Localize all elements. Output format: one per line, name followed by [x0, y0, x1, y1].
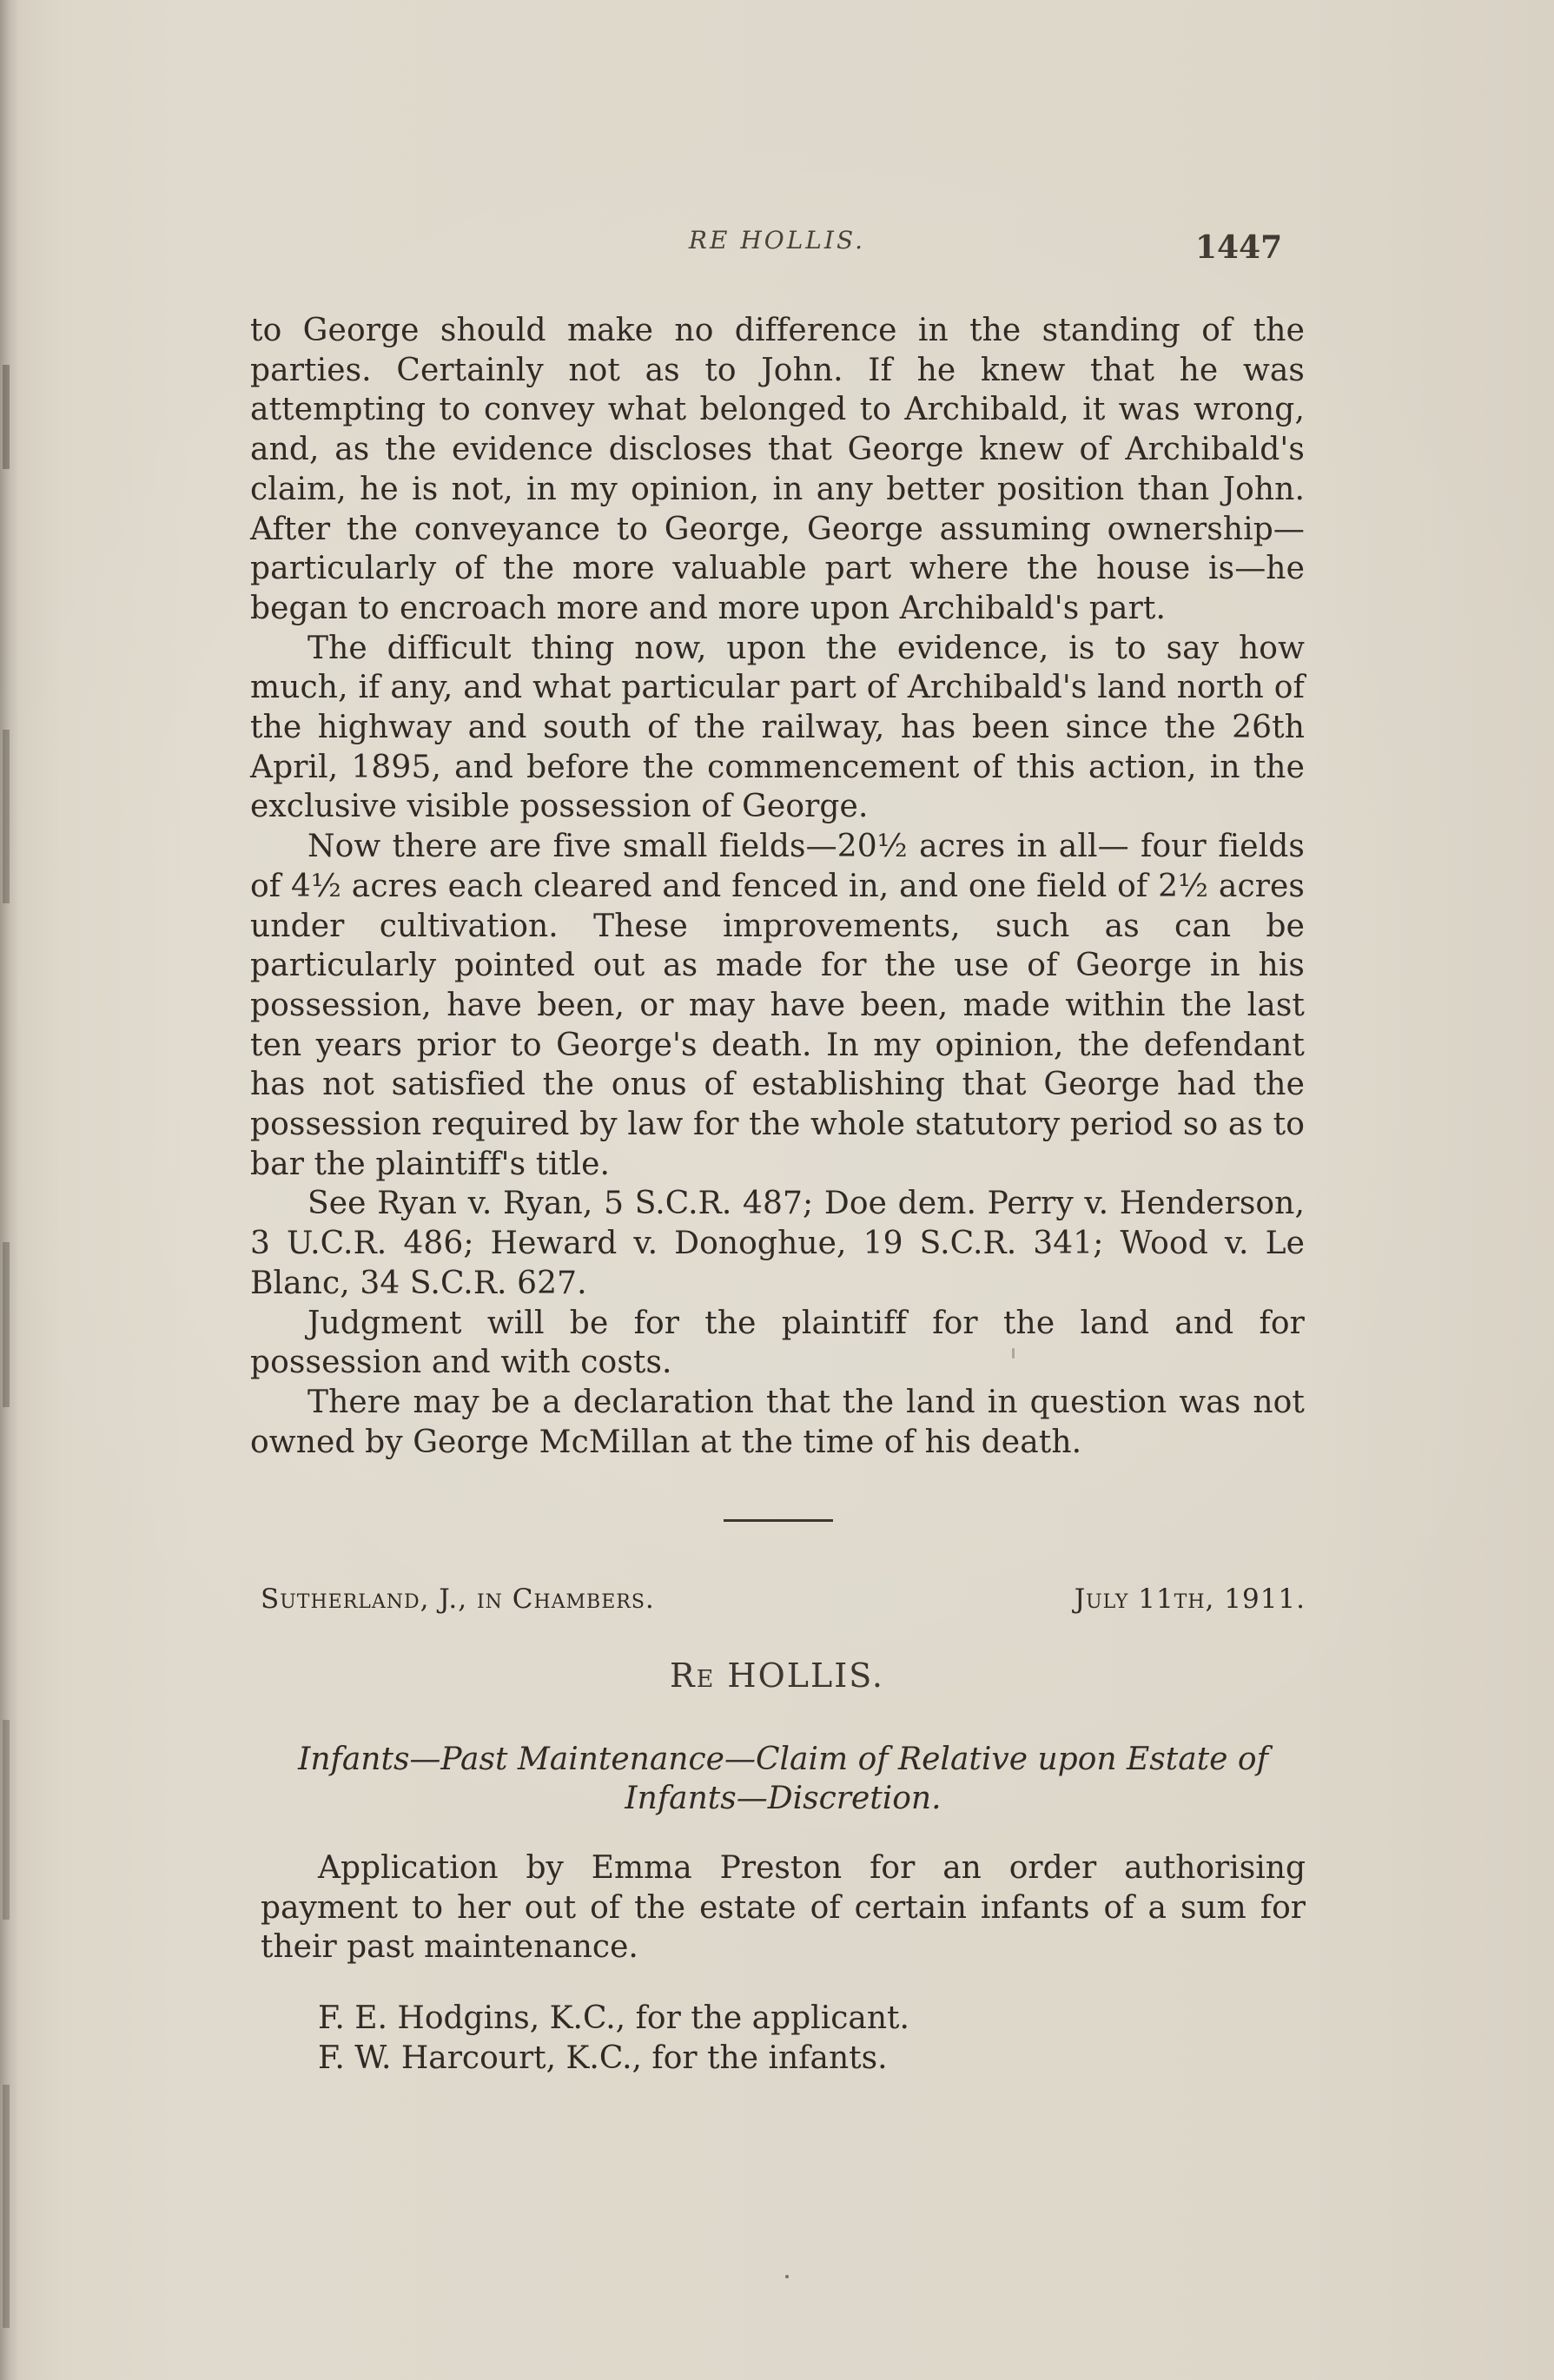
- application-paragraph: Application by Emma Preston for an order authorising payment to her out of the estate of certain infants of a sum for their past maintenance.: [261, 1850, 1306, 1965]
- headnote: Infants—Past Maintenance—Claim of Relative upon Estate of Infants—Discretion.: [298, 1742, 1268, 1816]
- body-paragraph: to George should make no difference in the standing of the parties. Certainly not as to John. If he knew that he was attempting to convey what belonged to Archibald, it was wrong, and, as the evidence discloses that George knew of Archibald's claim, he is not, in my opinion, in any better position than John. After the conveyance to George, George assuming ownership—particularly of the more valuable part where the house is—he began to encroach more and more upon Archibald's part.: [250, 313, 1305, 626]
- binding-marks: [3, 261, 10, 2328]
- running-title: RE HOLLIS.: [688, 226, 866, 255]
- declaration-paragraph: There may be a declaration that the land in question was not owned by George McMillan at the time of his death.: [250, 1384, 1305, 1460]
- judgment-paragraph: Judgment will be for the plaintiff for the land and for possession and with costs.: [250, 1305, 1305, 1381]
- case-heading-row: [261, 1583, 1306, 1615]
- case-title: Re HOLLIS.: [670, 1656, 884, 1695]
- counsel-line: F. W. Harcourt, K.C., for the infants.: [318, 2040, 888, 2076]
- section-divider: [724, 1519, 833, 1522]
- citation-paragraph: See Ryan v. Ryan, 5 S.C.R. 487; Doe dem. Perry v. Henderson, 3 U.C.R. 486; Heward v. Donoghue, 19 S.C.R. 341; Wood v. Le Blanc, 34 S.C.R. 627.: [250, 1186, 1305, 1301]
- body-paragraph: Now there are five small fields—20½ acres in all— four fields of 4½ acres each cleared and fenced in, and one field of 2½ acres under cultivation. These improvements, such as can be particularly pointed out as made for the use of George in his possession, have been, or may have been, made within the last ten years prior to George's death. In my opinion, the defendant has not satisfied the onus of establishing that George had the possession required by law for the whole statutory period so as to bar the plaintiff's title.: [250, 829, 1305, 1182]
- judgment-text: [250, 311, 1305, 1462]
- page-number: 1447: [1195, 229, 1283, 266]
- counsel-line: F. E. Hodgins, K.C., for the applicant.: [318, 2000, 909, 2036]
- judge-line: Sutherland, J., in Chambers.: [261, 1583, 655, 1615]
- body-paragraph: The difficult thing now, upon the evidence, is to say how much, if any, and what particular part of Archibald's land north of the highway and south of the railway, has been since the 26th April, 1895, and before the commencement of this action, in the exclusive visible possession of George.: [250, 630, 1305, 825]
- paper-speck: [1012, 1348, 1015, 1359]
- date-line: July 11th, 1911.: [1074, 1583, 1306, 1615]
- paper-speck: [785, 2275, 789, 2278]
- counsel-list: [318, 1999, 1273, 2079]
